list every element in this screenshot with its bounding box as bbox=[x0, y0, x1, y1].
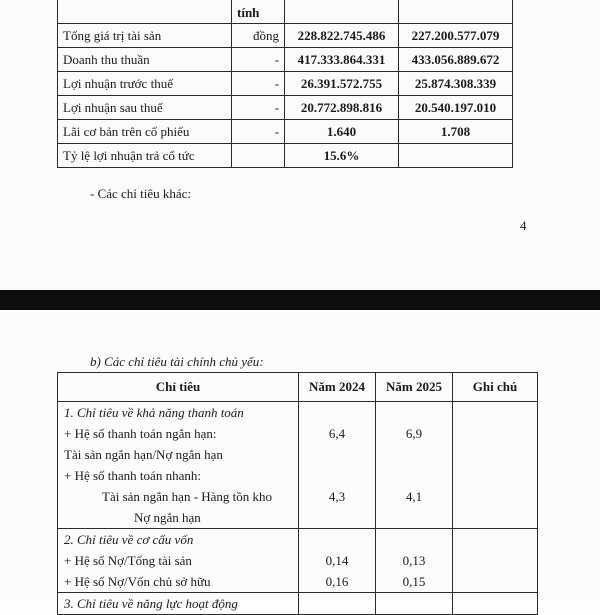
table-header-row bbox=[58, 0, 513, 24]
table-row: 1. Chỉ tiêu về khả năng thanh toán + Hệ số thanh toán ngắn hạn: Tài sản ngắn hạn/Nợ ngắn hạn + Hệ số thanh toán nhanh: Tài sản ngắn hạn - Hàng tồn kho Nợ ngắn hạn 6,4 4,3 6,9 4,1 bbox=[58, 402, 538, 529]
table-row: Lợi nhuận sau thuế - 20.772.898.816 20.540.197.010 bbox=[58, 96, 513, 120]
table-row: Doanh thu thuần - 417.333.864.331 433.056.889.672 bbox=[58, 48, 513, 72]
section-title: b) Các chỉ tiêu tài chính chủ yếu: bbox=[90, 354, 264, 369]
col-header-2025: Năm 2025 bbox=[376, 373, 453, 402]
table-row: Tổng giá trị tài sản đồng 228.822.745.486 227.200.577.079 bbox=[58, 24, 513, 48]
table-row: Tỷ lệ lợi nhuận trả cổ tức 15.6% bbox=[58, 144, 513, 168]
table-row: 2. Chỉ tiêu về cơ cấu vốn + Hệ số Nợ/Tổng tài sản + Hệ số Nợ/Vốn chủ sở hữu 0,14 0,16 0,13 0,15 bbox=[58, 529, 538, 593]
financial-indicators-table bbox=[57, 372, 538, 615]
page-number: 4 bbox=[520, 218, 527, 233]
other-indicators-heading: - Các chỉ tiêu khác: bbox=[90, 186, 192, 201]
table-header-row bbox=[58, 373, 538, 402]
col-header-2024: Năm 2024 bbox=[299, 373, 376, 402]
table-row: 3. Chỉ tiêu về năng lực hoạt động bbox=[58, 593, 538, 615]
table-row: Lãi cơ bản trên cổ phiếu - 1.640 1.708 bbox=[58, 120, 513, 144]
col-header-note: Ghi chú bbox=[453, 373, 538, 402]
page-2 bbox=[0, 310, 600, 611]
page-separator bbox=[0, 290, 600, 310]
table-row: Lợi nhuận trước thuế - 26.391.572.755 25.874.308.339 bbox=[58, 72, 513, 96]
unit-header: tính bbox=[232, 0, 285, 24]
col-header-indicator: Chỉ tiêu bbox=[58, 373, 299, 402]
financial-results-table bbox=[57, 0, 513, 168]
page-1 bbox=[0, 0, 600, 290]
